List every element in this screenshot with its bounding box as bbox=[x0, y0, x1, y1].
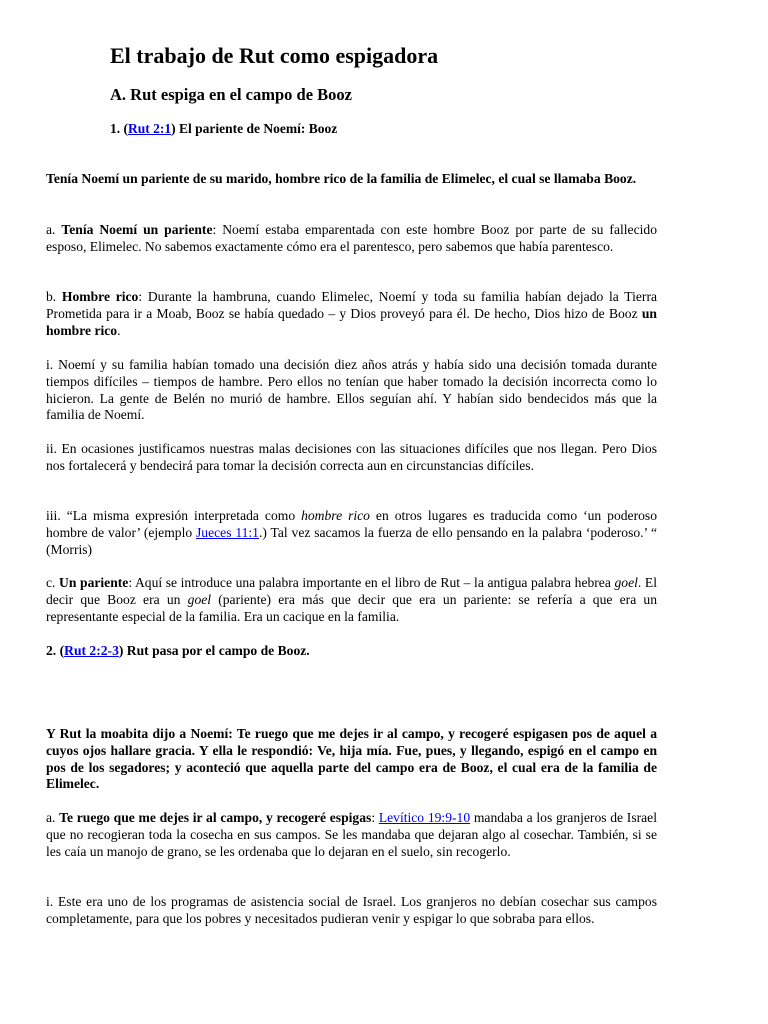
paragraph-c-text-2: . El decir que Booz era un bbox=[46, 575, 657, 607]
paragraph-b-prefix: b. bbox=[46, 289, 62, 304]
paragraph-a-term: Tenía Noemí un pariente bbox=[61, 222, 213, 237]
paragraph-a2-text-1: : bbox=[371, 810, 379, 825]
paragraph-b-end: . bbox=[117, 322, 121, 338]
paragraph-iii-text-2: en otros lugares es traducida como ‘un poderoso hombre de valor’ (ejemplo bbox=[46, 508, 657, 540]
paragraph-b-term-2: un hombre rico bbox=[46, 305, 657, 338]
ref-link-rut-2-1[interactable]: Rut 2:1 bbox=[128, 121, 172, 136]
paragraph-i: i. Noemí y su familia habían tomado una decisión diez años atrás y había sido una decisión tomada durante tiempos difíciles – tiempos de hambre. Pero ellos no tenían que haber tomado la decisión incorrecta como lo hicieron. La gente de Belén no murió de hambre. Ellos seguían ahí. Y habían sido bendecidos más que la familia de Noemí. bbox=[46, 357, 657, 423]
paragraph-iii-text-3: .) Tal vez sacamos la fuerza de ello pensando en la palabra ‘poderoso.’ “ (Morris) bbox=[46, 524, 657, 557]
paragraph-c-term: Un pariente bbox=[59, 575, 129, 590]
paragraph-a2-text-2: mandaba a los granjeros de Israel que no recogieran toda la cosecha en sus campos. Se les mandaba que dejaran algo al cosechar. También, si se les caía un manojo de grano, se les ordenaba que lo dejaran en el suelo, sin recogerlo. bbox=[46, 810, 657, 859]
verse-2: Y Rut la moabita dijo a Noemí: Te ruego que me dejes ir al campo, y recogeré espigasen pos de aquel a cuyos ojos hallare gracia. Y ella le respondió: Ve, hija mía. Fue, pues, y llegando, espigó en el campo en pos de los segadores; y aconteció que aquella parte del campo era de Booz, el cual era de la familia de Elimelec. bbox=[46, 726, 657, 792]
paragraph-c-prefix: c. bbox=[46, 575, 60, 590]
point-2-title: ) Rut pasa por el campo de Booz. bbox=[118, 643, 310, 658]
paragraph-a-text: : Noemí estaba emparentada con este hombre Booz por parte de su fallecido esposo, Elimelec. No sabemos exactamente cómo era el parentesco, pero sabemos que había parentesco. bbox=[46, 222, 657, 254]
paragraph-a bbox=[46, 222, 657, 256]
point-2-heading bbox=[46, 643, 657, 660]
paragraph-c-text-3: (pariente) era más que decir que era un pariente: se refería a que era un representante especial de la familia. Era un cacique en la familia. bbox=[46, 591, 658, 624]
paragraph-iii-emphasis: hombre rico bbox=[301, 508, 370, 523]
ref-link-levitico-19-9-10[interactable]: Levítico 19:9-10 bbox=[378, 810, 471, 825]
paragraph-c bbox=[46, 575, 657, 625]
verse-1: Tenía Noemí un pariente de su marido, hombre rico de la familia de Elimelec, el cual se llamaba Booz. bbox=[46, 171, 637, 186]
ref-link-jueces-11-1[interactable]: Jueces 11:1 bbox=[196, 524, 259, 540]
paragraph-i2: i. Este era uno de los programas de asistencia social de Israel. Los granjeros no debían cosechar sus campos completamente, para que los pobres y necesitados pudieran venir y espigar lo que sobraba para ellos. bbox=[46, 894, 657, 926]
paragraph-b-text: : Durante la hambruna, cuando Elimelec, Noemí y toda su familia habían dejado la Tierra Prometida para ir a Moab, Booz se había quedado – y Dios proveyó para él. De hecho, Dios hizo de Booz bbox=[46, 289, 658, 321]
point-2-number: 2. ( bbox=[46, 643, 65, 658]
paragraph-c-goel-1: goel bbox=[614, 575, 638, 590]
paragraph-a2-term: Te ruego que me dejes ir al campo, y recogeré espigas bbox=[59, 810, 372, 825]
point-1-number: 1. ( bbox=[110, 121, 128, 136]
paragraph-c-text-1: : Aquí se introduce una palabra importante en el libro de Rut – la antigua palabra hebrea bbox=[128, 575, 615, 590]
paragraph-ii: ii. En ocasiones justificamos nuestras malas decisiones con las situaciones difíciles que nos llegan. Pero Dios nos fortalecerá y bendecirá para tomar la decisión correcta aun en circunstancias difíciles. bbox=[46, 441, 657, 473]
point-1-title: ) El pariente de Noemí: Booz bbox=[171, 121, 338, 136]
paragraph-c-goel-2: goel bbox=[187, 591, 212, 607]
section-heading-a: A. Rut espiga en el campo de Booz bbox=[110, 85, 352, 104]
paragraph-b-term: Hombre rico bbox=[61, 289, 139, 304]
point-1-heading bbox=[110, 120, 337, 138]
paragraph-a-prefix: a. bbox=[46, 222, 62, 237]
page-title: El trabajo de Rut como espigadora bbox=[110, 43, 439, 68]
ref-link-rut-2-2-3[interactable]: Rut 2:2-3 bbox=[64, 643, 119, 658]
paragraph-a2 bbox=[46, 810, 657, 860]
paragraph-iii bbox=[46, 508, 657, 558]
paragraph-iii-text-1: iii. “La misma expresión interpretada como bbox=[46, 508, 302, 523]
paragraph-a2-prefix: a. bbox=[46, 810, 60, 825]
paragraph-b bbox=[46, 289, 657, 339]
